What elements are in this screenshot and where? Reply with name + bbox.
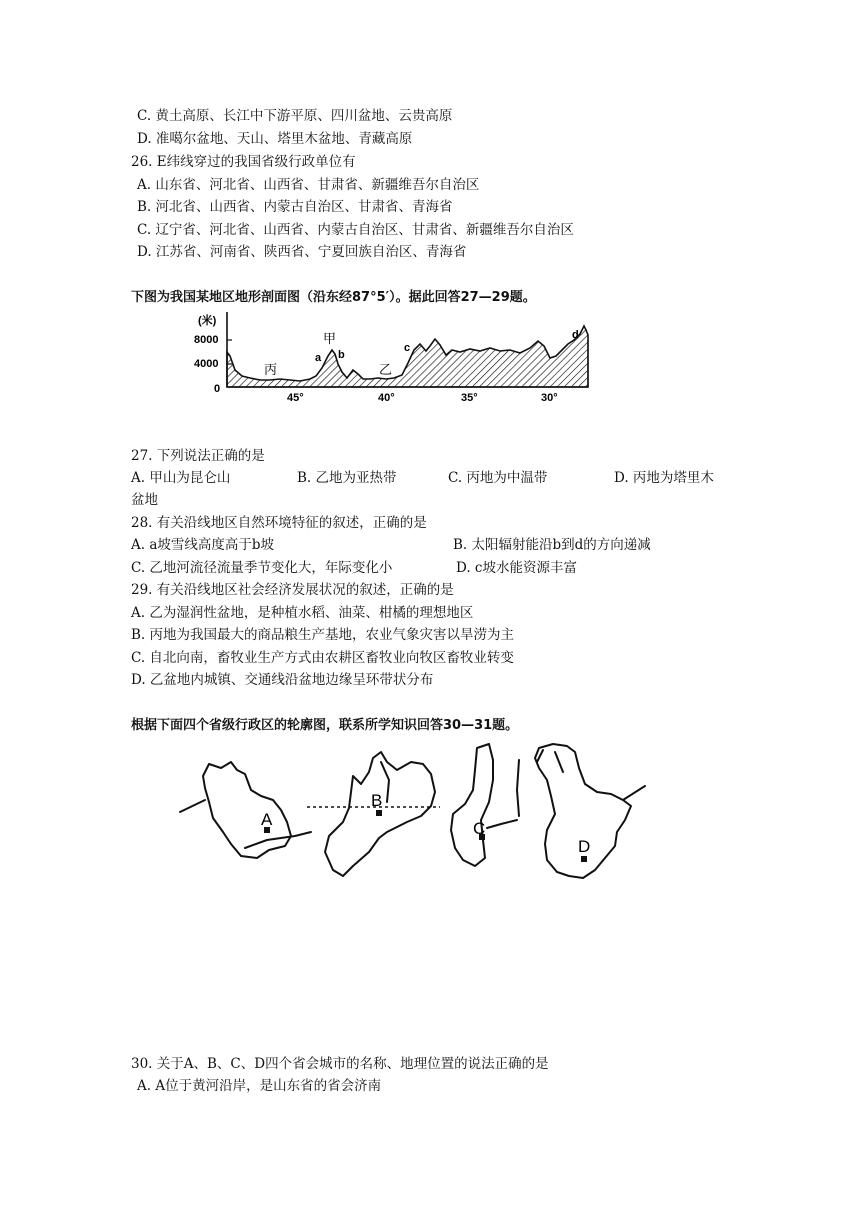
label-yi: 乙 [379, 362, 393, 377]
outline-label-a: A [261, 810, 273, 829]
option-q28-c: C. 乙地河流径流量季节变化大，年际变化小 [131, 560, 393, 576]
outline-label-d: D [578, 837, 591, 856]
option-q26-b: B. 河北省、山西省、内蒙古自治区、甘肃省、青海省 [137, 199, 453, 215]
option-q29-b: B. 丙地为我国最大的商品粮生产基地，农业气象灾害以旱涝为主 [131, 627, 515, 643]
option-q27-d: D. 丙地为塔里木 [614, 470, 714, 486]
option-q27-d-cont: 盆地 [131, 492, 158, 508]
outline-label-c: C [473, 819, 486, 838]
label-c: c [404, 342, 411, 354]
option-q25-c: C. 黄土高原、长江中下游平原、四川盆地、云贵高原 [137, 108, 453, 124]
option-q29-d: D. 乙盆地内城镇、交通线沿盆地边缘呈环带状分布 [131, 672, 434, 688]
section-title-outlines: 根据下面四个省级行政区的轮廓图，联系所学知识回答30—31题。 [131, 718, 519, 733]
question-29-stem: 29. 有关沿线地区社会经济发展状况的叙述，正确的是 [131, 582, 454, 598]
label-b: b [338, 349, 345, 361]
question-26-stem: 26. E纬线穿过的我国省级行政单位有 [131, 154, 356, 170]
option-q26-a: A. 山东省、河北省、山西省、甘肃省、新疆维吾尔自治区 [137, 177, 480, 193]
y-tick-label: 8000 [194, 334, 219, 346]
x-tick-label: 45° [287, 392, 304, 404]
province-outlines-figure [175, 740, 665, 890]
label-bing: 丙 [264, 362, 278, 377]
x-tick-label: 35° [461, 392, 478, 404]
x-tick-label: 40° [378, 392, 395, 404]
option-q29-c: C. 自北向南，畜牧业生产方式由农耕区畜牧业向牧区畜牧业转变 [131, 650, 514, 666]
option-q27-c: C. 丙地为中温带 [448, 470, 548, 486]
outline-c [451, 744, 493, 866]
y-tick-label: 4000 [194, 358, 219, 370]
option-q28-a: A. a坡雪线高度高于b坡 [131, 537, 275, 553]
option-q29-a: A. 乙为湿润性盆地，是种植水稻、油菜、柑橘的理想地区 [131, 605, 474, 621]
option-q26-c: C. 辽宁省、河北省、山西省、内蒙古自治区、甘肃省、新疆维吾尔自治区 [137, 222, 574, 238]
label-jia: 甲 [323, 331, 337, 346]
question-28-stem: 28. 有关沿线地区自然环境特征的叙述，正确的是 [131, 515, 427, 531]
label-d: d [572, 329, 579, 341]
option-q30-a: A. A位于黄河沿岸，是山东省的省会济南 [137, 1078, 382, 1094]
terrain-profile-figure [190, 308, 600, 408]
question-27-stem: 27. 下列说法正确的是 [131, 448, 265, 464]
y-axis-unit: (米) [198, 315, 217, 327]
option-q25-d: D. 准噶尔盆地、天山、塔里木盆地、青藏高原 [137, 131, 413, 147]
y-tick-label: 0 [214, 383, 221, 395]
x-tick-label: 30° [541, 392, 558, 404]
option-q28-b: B. 太阳辐射能沿b到d的方向递减 [453, 537, 651, 553]
question-30-stem: 30. 关于A、B、C、D四个省会城市的名称、地理位置的说法正确的是 [131, 1056, 549, 1072]
label-a: a [315, 352, 322, 364]
section-title-profile: 下图为我国某地区地形剖面图（沿东经87°5′）。据此回答27—29题。 [131, 290, 536, 305]
option-q27-b: B. 乙地为亚热带 [297, 470, 397, 486]
option-q26-d: D. 江苏省、河南省、陕西省、宁夏回族自治区、青海省 [137, 244, 467, 260]
terrain-profile [227, 326, 588, 387]
outline-label-b: B [371, 791, 383, 810]
outline-a [203, 762, 291, 858]
option-q27-a: A. 甲山为昆仑山 [131, 470, 231, 486]
option-q28-d: D. c坡水能资源丰富 [456, 560, 577, 576]
